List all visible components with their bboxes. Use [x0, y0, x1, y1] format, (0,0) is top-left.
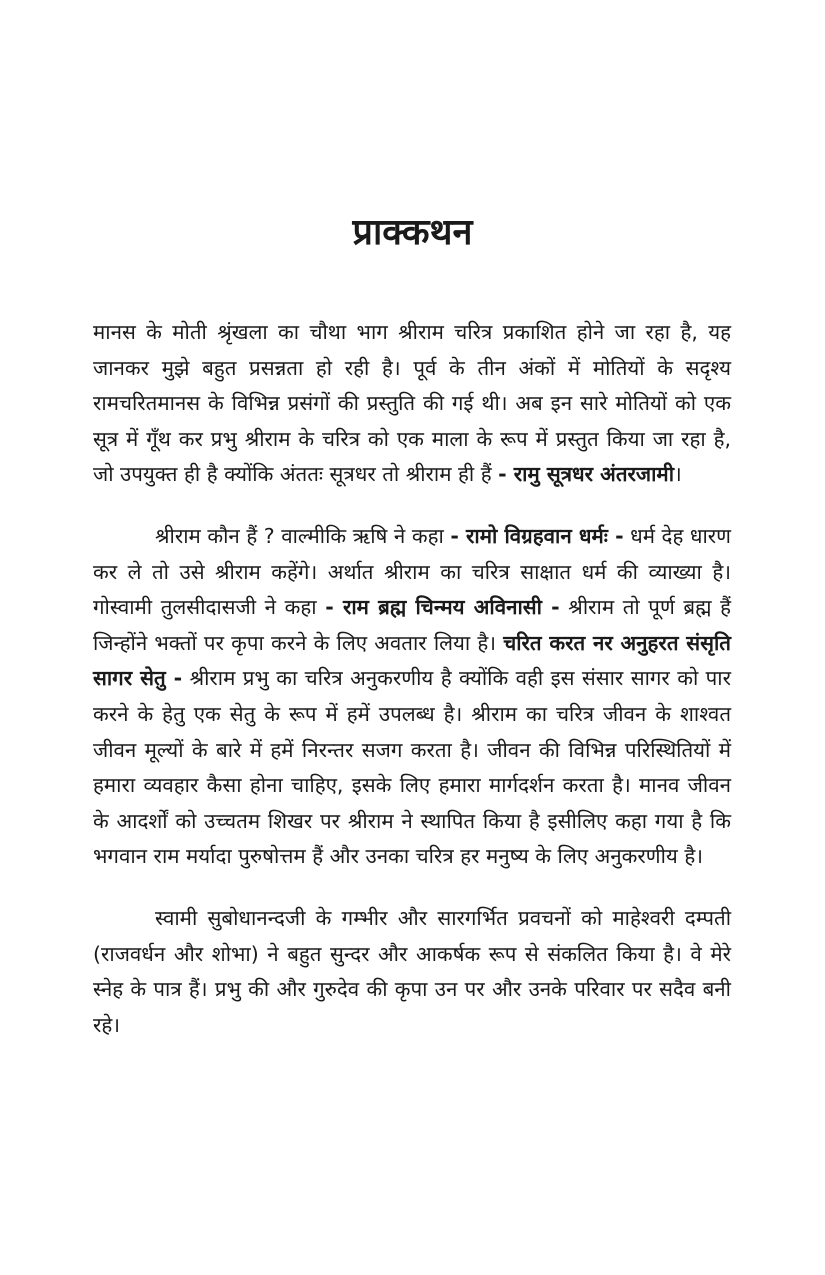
paragraph-2-text-2: धर्म देह धारण कर ले तो उसे श्रीराम कहेंगे। अर्थात श्रीराम का चरित्र साक्षात धर्म की व्याख्या है। गोस्वामी तुलसीदासजी ने कहा: [93, 523, 732, 620]
paragraph-3-text: स्वामी सुबोधानन्दजी के गम्भीर और सारगर्भित प्रवचनों को माहेश्वरी दम्पती (राजवर्धन और शोभा) ने बहुत सुन्दर और आकर्षक रूप से संकलित किया है। वे मेरे स्नेह के पात्र हैं। प्रभु की और गुरुदेव की कृपा उन पर और उनके परिवार पर सदैव बनी रहे।: [93, 905, 731, 1037]
paragraph-2: [93, 519, 731, 875]
paragraph-2-quote-3: चरित करत नर अनुहरत संसृति सागर सेतु -: [93, 630, 731, 691]
paragraph-2-quote-1: - रामो विग्रहवान धर्मः -: [450, 523, 624, 548]
paragraph-1-end: ।: [674, 462, 682, 487]
paragraph-1: [93, 315, 731, 493]
paragraph-1-text: मानस के मोती श्रृंखला का चौथा भाग श्रीराम चरित्र प्रकाशित होने जा रहा है, यह जानकर मुझे बहुत प्रसन्नता हो रही है। पूर्व के तीन अंकों में मोतियों के सदृश्य रामचरितमानस के विभिन्न प्रसंगों की प्रस्तुति की गई थी। अब इन सारे मोतियों को एक सूत्र में गूँथ कर प्रभु श्रीराम के चरित्र को एक माला के रूप में प्रस्तुत किया जा रहा है, जो उपयुक्त ही है क्योंकि अंततः सूत्रधर तो श्रीराम ही हैं: [93, 320, 731, 487]
paragraph-2-text-1: श्रीराम कौन हैं ? वाल्मीकि ऋषि ने कहा: [155, 523, 451, 548]
paragraph-2-text-4: श्रीराम प्रभु का चरित्र अनुकरणीय है क्योंकि वही इस संसार सागर को पार करने के हेतु एक सेतु के रूप में हमें उपलब्ध है। श्रीराम का चरित्र जीवन के शाश्वत जीवन मूल्यों के बारे में हमें निरन्तर सजग करता है। जीवन की विभिन्न परिस्थितियों में हमारा व्यवहार कैसा होना चाहिए, इसके लिए हमारा मार्गदर्शन करता है। मानव जीवन के आदर्शों को उच्चतम शिखर पर श्रीराम ने स्थापित किया है इसीलिए कहा गया है कि भगवान राम मर्यादा पुरुषोत्तम हैं और उनका चरित्र हर मनुष्य के लिए अनुकरणीय है।: [93, 666, 731, 869]
paragraph-2-text-3: श्रीराम तो पूर्ण ब्रह्म हैं जिन्होंने भक्तों पर कृपा करने के लिए अवतार लिया है।: [93, 595, 731, 655]
paragraph-3: [93, 901, 731, 1043]
page-title: प्राक्कथन: [352, 212, 473, 253]
paragraph-2-quote-2: - राम ब्रह्म चिन्मय अविनासी -: [325, 595, 560, 620]
paragraph-1-quote: - रामु सूत्रधर अंतरजामी: [498, 462, 674, 487]
body-text: [93, 315, 731, 1069]
